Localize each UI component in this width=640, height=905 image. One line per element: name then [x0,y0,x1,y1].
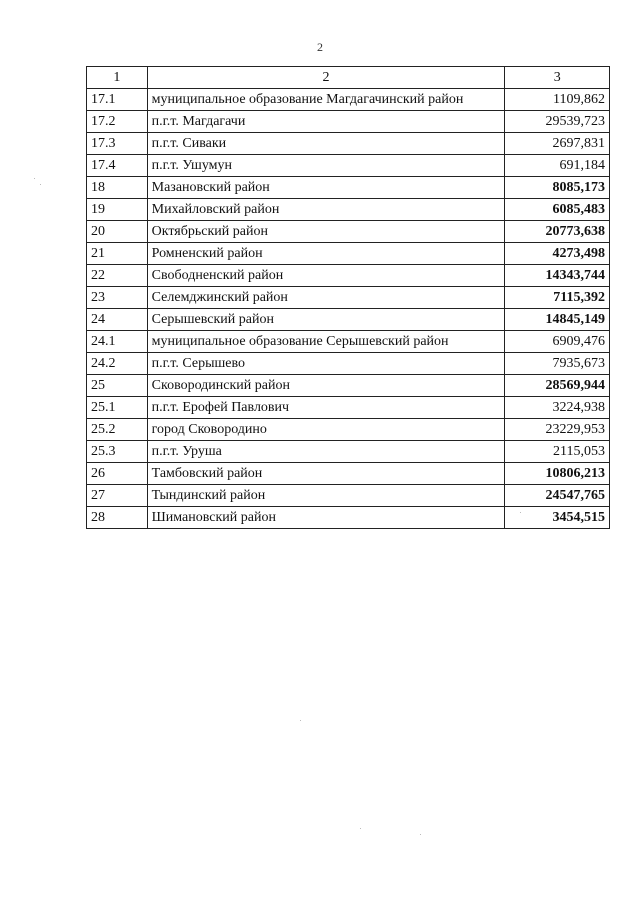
row-value: 4273,498 [505,243,610,265]
row-value: 7935,673 [505,353,610,375]
table-row [87,177,610,199]
scan-speck [34,178,35,179]
row-name: Шимановский район [147,507,505,529]
row-name: Ромненский район [147,243,505,265]
row-number: 19 [87,199,148,221]
table-row [87,199,610,221]
table-body [87,89,610,529]
table-row [87,375,610,397]
table-row [87,331,610,353]
row-name: Тамбовский район [147,463,505,485]
row-value: 2697,831 [505,133,610,155]
table-row [87,419,610,441]
table-row [87,485,610,507]
row-name: п.г.т. Ушумун [147,155,505,177]
row-value: 20773,638 [505,221,610,243]
scan-speck [520,512,521,513]
row-name: п.г.т. Уруша [147,441,505,463]
row-value: 29539,723 [505,111,610,133]
row-name: Селемджинский район [147,287,505,309]
table-header-row [87,67,610,89]
scan-speck [360,828,361,829]
row-value: 7115,392 [505,287,610,309]
row-number: 25 [87,375,148,397]
row-name: п.г.т. Серышево [147,353,505,375]
data-table [86,66,610,529]
header-col-2: 2 [147,67,505,89]
row-value: 1109,862 [505,89,610,111]
row-number: 24.2 [87,353,148,375]
scan-speck [40,184,41,185]
table-row [87,507,610,529]
row-value: 24547,765 [505,485,610,507]
row-name: Серышевский район [147,309,505,331]
row-name: Мазановский район [147,177,505,199]
row-number: 28 [87,507,148,529]
row-value: 23229,953 [505,419,610,441]
row-number: 25.2 [87,419,148,441]
row-number: 26 [87,463,148,485]
row-name: Октябрьский район [147,221,505,243]
row-number: 17.2 [87,111,148,133]
row-value: 14343,744 [505,265,610,287]
row-name: п.г.т. Магдагачи [147,111,505,133]
row-value: 28569,944 [505,375,610,397]
row-number: 25.1 [87,397,148,419]
table-row [87,221,610,243]
table-row [87,353,610,375]
header-col-1: 1 [87,67,148,89]
row-number: 24.1 [87,331,148,353]
row-name: город Сковородино [147,419,505,441]
row-name: Свободненский район [147,265,505,287]
row-name: муниципальное образование Магдагачинский район [147,89,505,111]
row-value: 2115,053 [505,441,610,463]
table-row [87,243,610,265]
table-row [87,309,610,331]
page-number: 2 [317,40,323,54]
row-value: 3224,938 [505,397,610,419]
row-number: 22 [87,265,148,287]
row-name: Тындинский район [147,485,505,507]
scan-speck [420,834,421,835]
row-number: 27 [87,485,148,507]
table-row [87,397,610,419]
row-name: п.г.т. Сиваки [147,133,505,155]
row-name: п.г.т. Ерофей Павлович [147,397,505,419]
row-name: Сковородинский район [147,375,505,397]
table-row [87,287,610,309]
row-value: 6085,483 [505,199,610,221]
row-number: 17.4 [87,155,148,177]
table-row [87,111,610,133]
table-row [87,265,610,287]
row-number: 23 [87,287,148,309]
row-name: муниципальное образование Серышевский район [147,331,505,353]
row-number: 17.1 [87,89,148,111]
row-number: 18 [87,177,148,199]
header-col-3: 3 [505,67,610,89]
table-row [87,133,610,155]
row-number: 21 [87,243,148,265]
row-value: 10806,213 [505,463,610,485]
scan-speck [300,720,301,721]
row-number: 17.3 [87,133,148,155]
table-row [87,89,610,111]
table-row [87,155,610,177]
row-value: 6909,476 [505,331,610,353]
table-row [87,441,610,463]
row-value: 3454,515 [505,507,610,529]
row-value: 8085,173 [505,177,610,199]
row-value: 14845,149 [505,309,610,331]
table-row [87,463,610,485]
row-number: 25.3 [87,441,148,463]
row-value: 691,184 [505,155,610,177]
row-name: Михайловский район [147,199,505,221]
row-number: 20 [87,221,148,243]
row-number: 24 [87,309,148,331]
